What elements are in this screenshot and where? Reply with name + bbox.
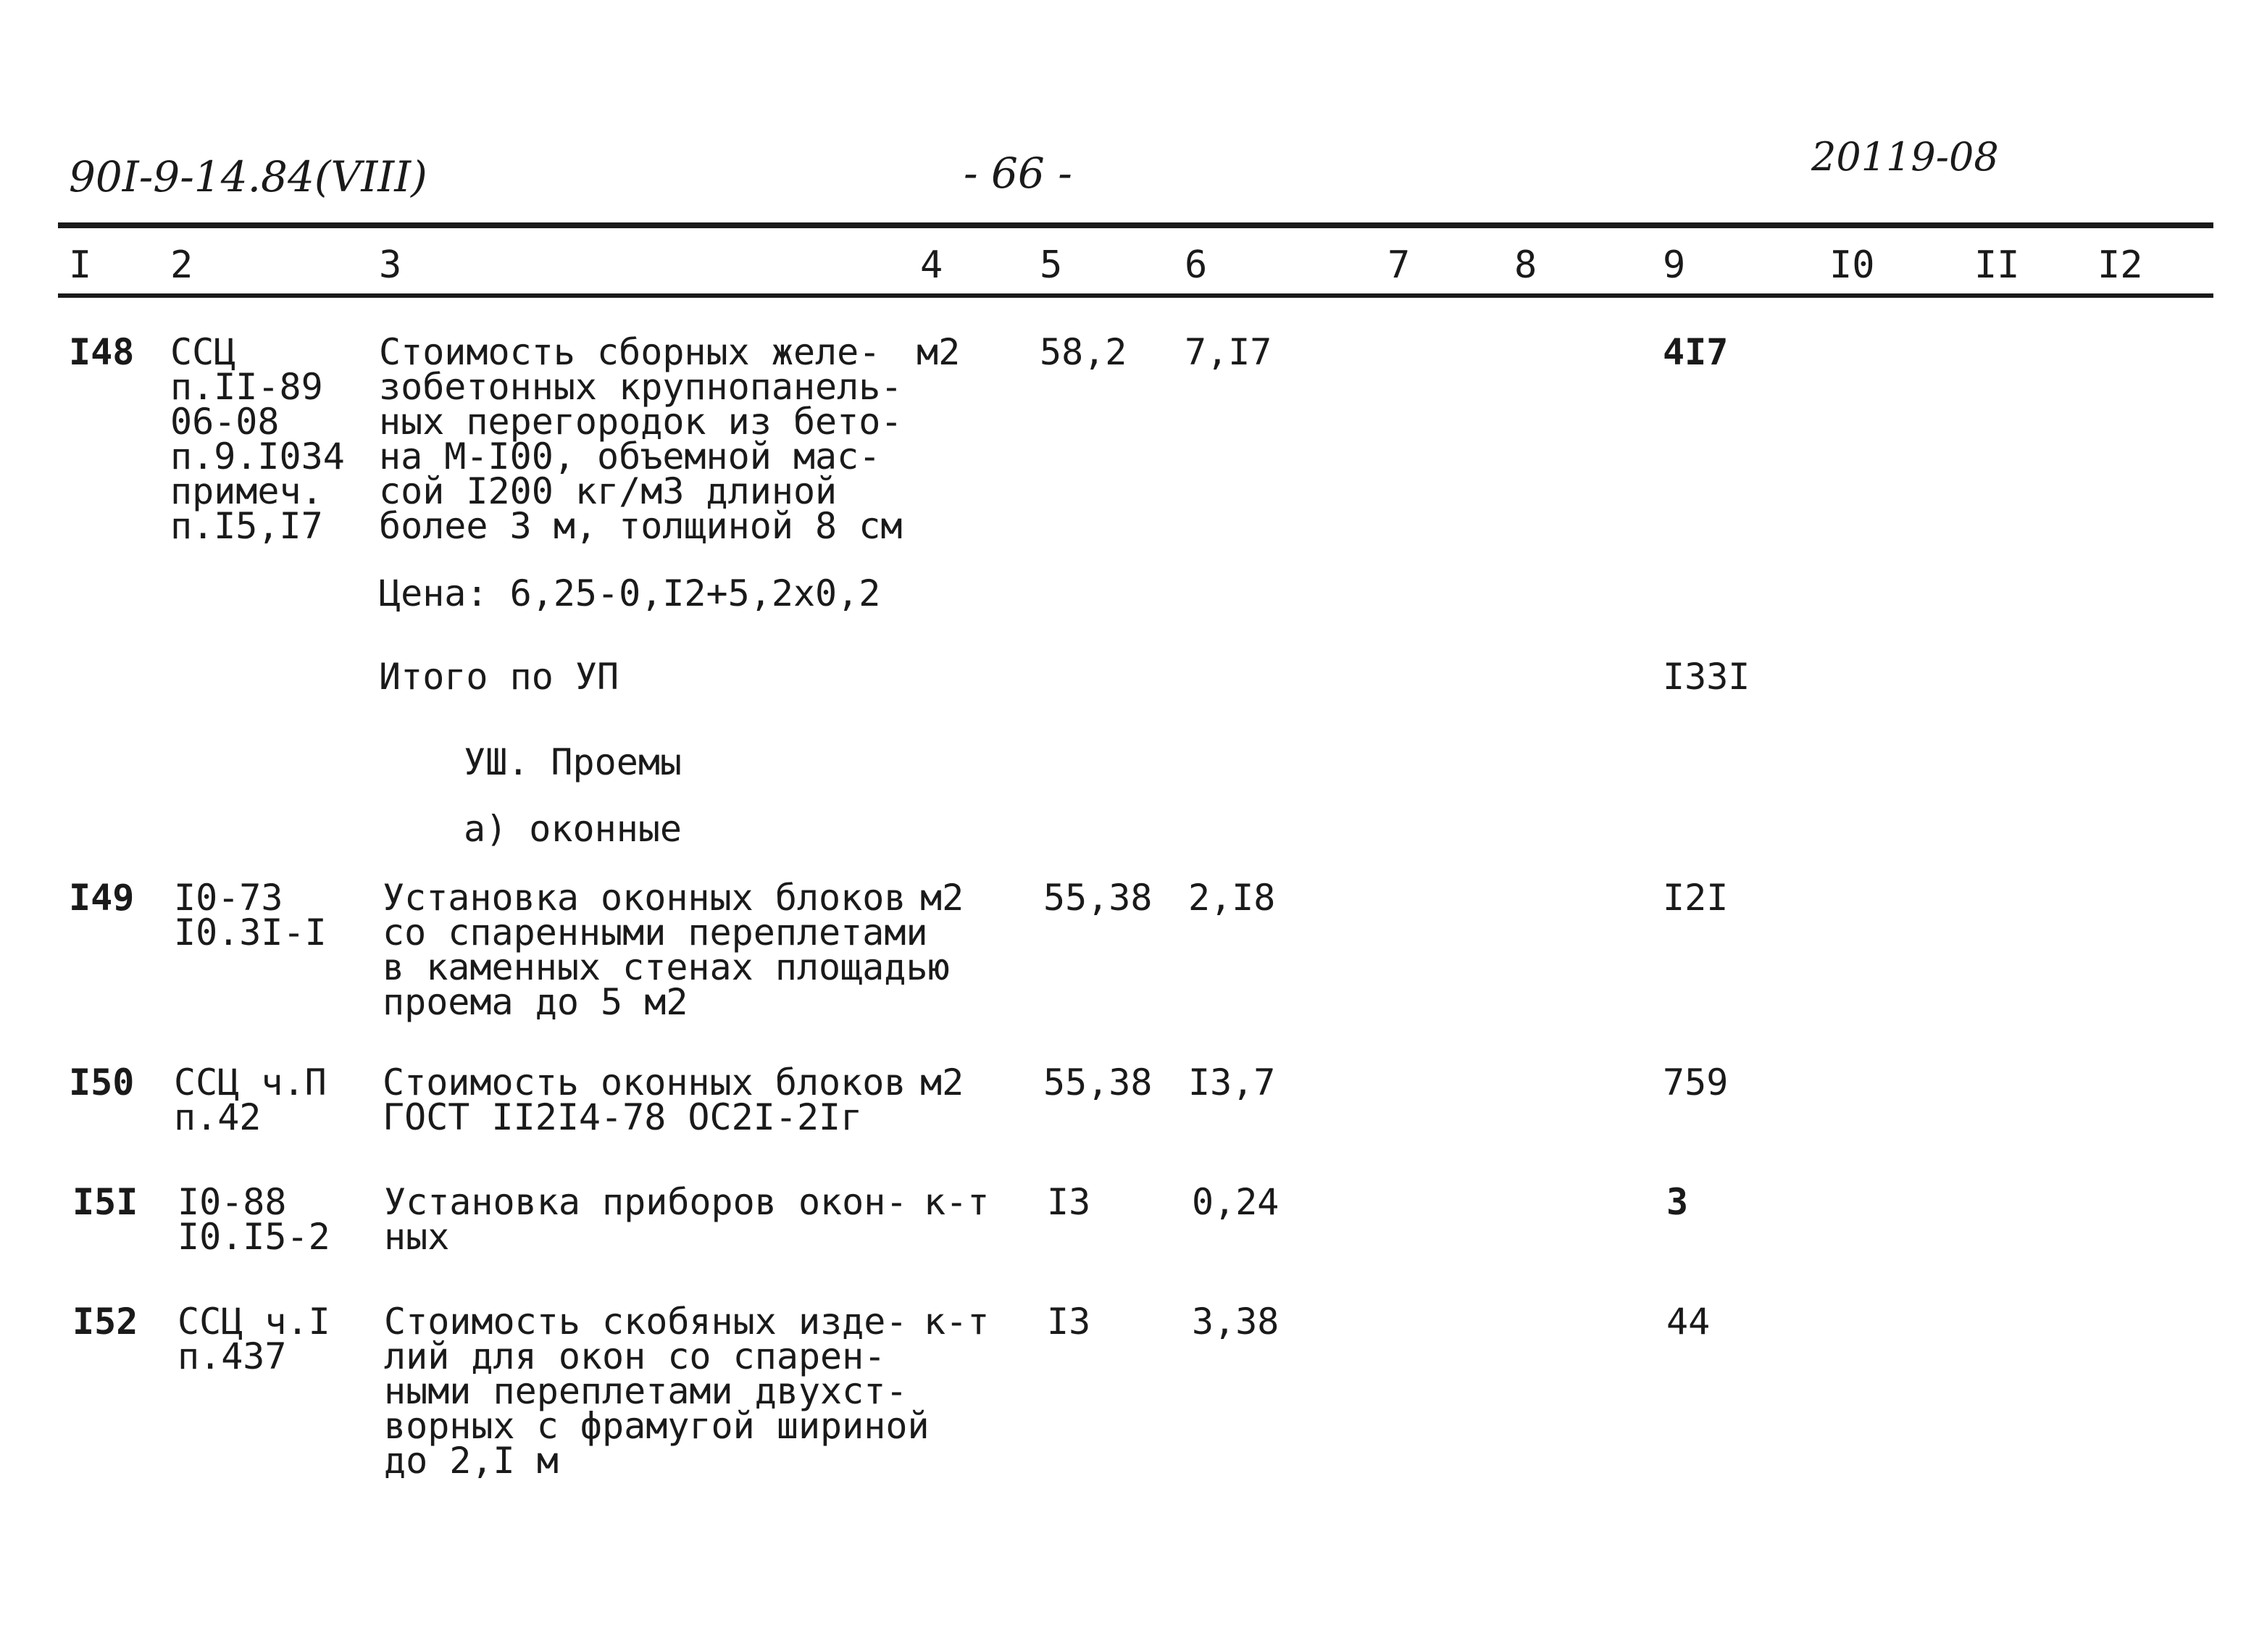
archive-number: 20119-08	[1811, 134, 1999, 180]
row-151-code: I0-88 I0.I5-2	[178, 1181, 330, 1258]
row-150-code: ССЦ ч.П п.42	[174, 1061, 327, 1138]
column-header-4: 4	[920, 243, 943, 287]
row-152-number: I52	[72, 1301, 138, 1343]
row-148-code: ССЦ п.II-89 06-08 п.9.I034 примеч. п.I5,I7	[170, 331, 345, 547]
column-header-5: 5	[1040, 243, 1063, 287]
row-148-description: Стоимость сборных желе- зобетонных крупнопанель- ных перегородок из бето- на М-I00, объемной мас- сой I200 кг/м3 длиной более 3 м, толщиной 8 см	[379, 331, 903, 547]
column-header-6: 6	[1185, 243, 1208, 287]
row-152-code: ССЦ ч.I п.437	[178, 1301, 330, 1377]
row-148-unit: м2	[917, 331, 961, 373]
column-header-10: I0	[1829, 243, 1875, 287]
row-149-unit: м2	[920, 877, 964, 919]
row-152-unit: к-т	[924, 1301, 990, 1343]
row-151-total: 3	[1666, 1181, 1689, 1223]
row-151-quantity: I3	[1047, 1181, 1091, 1223]
column-header-3: 3	[379, 243, 402, 287]
row-150-total: 759	[1663, 1061, 1729, 1104]
subtotal-label: Итого по УП	[379, 656, 619, 698]
row-150-quantity: 55,38	[1043, 1061, 1153, 1104]
column-header-11: II	[1974, 243, 2020, 287]
row-152-price: 3,38	[1192, 1301, 1279, 1343]
column-header-9: 9	[1663, 243, 1686, 287]
column-header-2: 2	[170, 243, 193, 287]
row-151-description: Установка приборов окон- ных	[384, 1181, 908, 1258]
row-148-quantity: 58,2	[1040, 331, 1127, 373]
row-150-description: Стоимость оконных блоков ГОСТ II2I4-78 ОС2I-2Iг	[383, 1061, 906, 1138]
row-149-number: I49	[69, 877, 135, 919]
row-148-price: 7,I7	[1185, 331, 1272, 373]
row-150-price: I3,7	[1188, 1061, 1276, 1104]
row-151-number: I5I	[72, 1181, 138, 1223]
row-152-quantity: I3	[1047, 1301, 1091, 1343]
column-header-8: 8	[1514, 243, 1537, 287]
page-number: - 66 -	[964, 149, 1072, 198]
row-150-number: I50	[69, 1061, 135, 1104]
row-149-total: I2I	[1663, 877, 1729, 919]
column-header-12: I2	[2097, 243, 2143, 287]
price-note: Цена: 6,25-0,I2+5,2х0,2	[379, 572, 881, 614]
row-151-price: 0,24	[1192, 1181, 1279, 1223]
row-149-price: 2,I8	[1188, 877, 1276, 919]
row-148-number: I48	[69, 331, 135, 373]
row-152-description: Стоимость скобяных изде- лий для окон со спарен- ными переплетами двухст- ворных с фрамугой шириной до 2,I м	[384, 1301, 930, 1482]
header-rule-bottom	[58, 293, 2213, 298]
row-148-total: 4I7	[1663, 331, 1729, 373]
header-rule-top	[58, 222, 2213, 228]
column-header-7: 7	[1387, 243, 1411, 287]
row-151-unit: к-т	[924, 1181, 990, 1223]
column-header-1: I	[69, 243, 92, 287]
section-title: УШ. Проемы	[464, 741, 682, 783]
section-subtitle: а) оконные	[464, 808, 682, 850]
row-152-total: 44	[1666, 1301, 1711, 1343]
subtotal-value: I33I	[1663, 656, 1750, 698]
row-149-description: Установка оконных блоков со спаренными переплетами в каменных стенах площадью проема до 5 м2	[383, 877, 950, 1023]
document-code: 90I-9-14.84(VIII)	[69, 152, 427, 201]
row-150-unit: м2	[920, 1061, 964, 1104]
row-149-quantity: 55,38	[1043, 877, 1153, 919]
row-149-code: I0-73 I0.3I-I	[174, 877, 327, 954]
